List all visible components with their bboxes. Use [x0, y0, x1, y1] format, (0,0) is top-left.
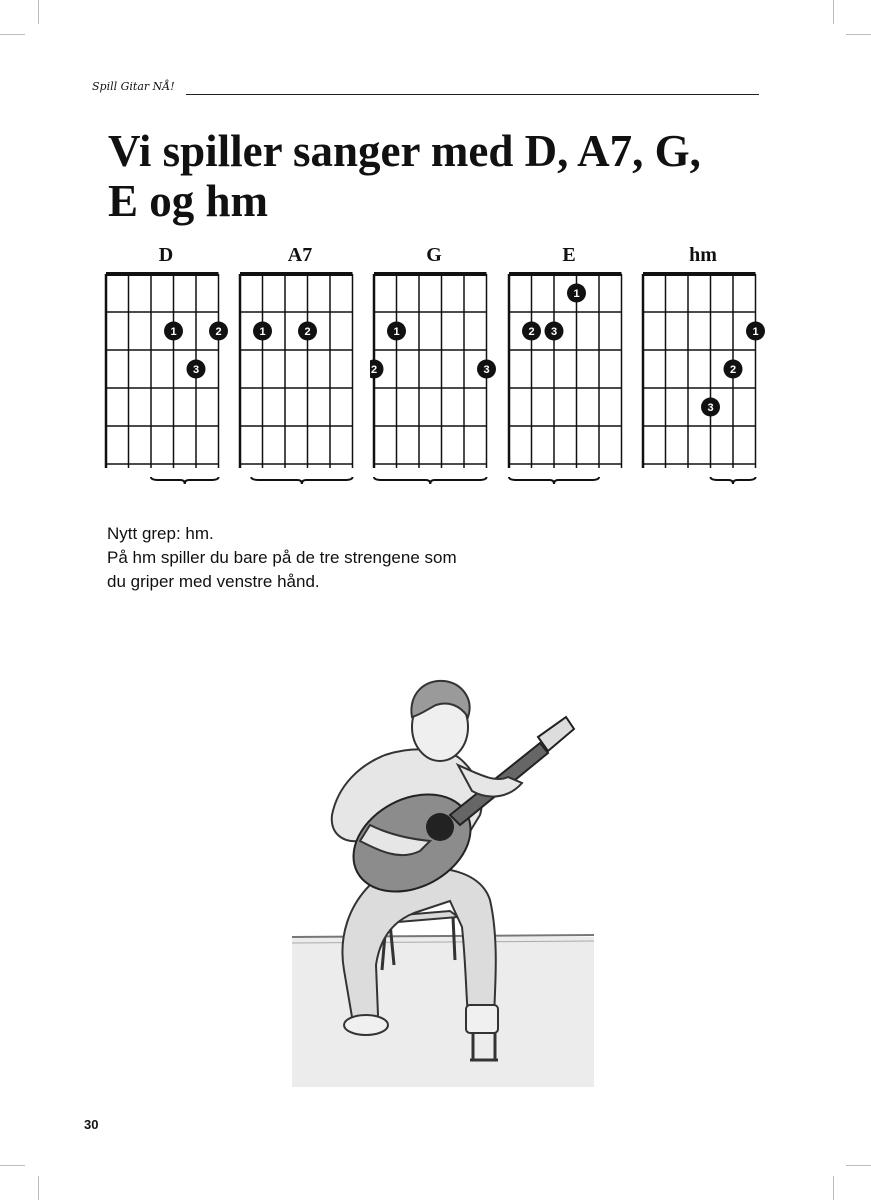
chord-diagram-d: [102, 244, 230, 494]
finger-number: 3: [707, 402, 714, 414]
chord-name: hm: [689, 244, 717, 266]
finger-number: 2: [304, 326, 311, 338]
chord-diagram-e: [505, 244, 633, 494]
page-number: 30: [84, 1117, 99, 1132]
chord-grid: [505, 270, 633, 494]
intro-line: På hm spiller du bare på de tre strengene som: [107, 548, 457, 567]
finger-number: 1: [393, 326, 400, 338]
crop-mark: [833, 1176, 834, 1200]
finger-number: 3: [192, 364, 200, 376]
chord-name: A7: [287, 244, 313, 266]
chord-name: D: [158, 244, 174, 266]
right-shoe: [466, 1005, 498, 1033]
finger-number: 1: [752, 326, 759, 338]
chord-grid: [236, 270, 364, 494]
chord-name: E: [562, 244, 576, 266]
chord-grid: [639, 270, 767, 494]
running-header: Spill Gitar NÅ!: [92, 80, 175, 93]
intro-text: [107, 522, 457, 594]
chord-diagram-hm: [639, 244, 767, 494]
header-rule: [186, 94, 759, 95]
finger-number: 1: [170, 326, 177, 338]
crop-mark: [846, 34, 871, 35]
finger-number: 2: [528, 326, 535, 338]
page-title: [108, 126, 808, 226]
strum-brace: [509, 477, 599, 484]
floor: [292, 937, 594, 1087]
page-title-line-2: E og hm: [108, 176, 269, 226]
chord-grid: [370, 270, 498, 494]
chord-grid: [102, 270, 230, 494]
finger-number: 3: [483, 364, 490, 376]
guitar-player-photo: [290, 665, 596, 1090]
finger-number: 2: [729, 364, 737, 376]
chord-diagram-g: [370, 244, 498, 494]
strum-brace: [374, 477, 487, 484]
guitar-soundhole: [426, 813, 454, 841]
crop-mark: [833, 0, 834, 24]
strum-brace: [251, 477, 352, 484]
crop-mark: [846, 1165, 871, 1166]
finger-number: 2: [370, 364, 378, 376]
page-title-line-1: Vi spiller sanger med D, A7, G,: [108, 126, 701, 176]
intro-line: du griper med venstre hånd.: [107, 572, 320, 591]
crop-mark: [38, 0, 39, 24]
crop-mark: [0, 1165, 25, 1166]
strum-brace: [151, 477, 219, 484]
crop-mark: [38, 1176, 39, 1200]
chord-name: G: [426, 244, 442, 266]
strum-brace: [711, 477, 756, 484]
finger-number: 1: [259, 326, 266, 338]
finger-number: 1: [573, 288, 580, 300]
chord-diagram-a7: [236, 244, 364, 494]
intro-line: Nytt grep: hm.: [107, 524, 214, 543]
finger-number: 2: [215, 326, 222, 338]
left-shoe: [344, 1015, 388, 1035]
crop-mark: [0, 34, 25, 35]
finger-number: 3: [550, 326, 558, 338]
